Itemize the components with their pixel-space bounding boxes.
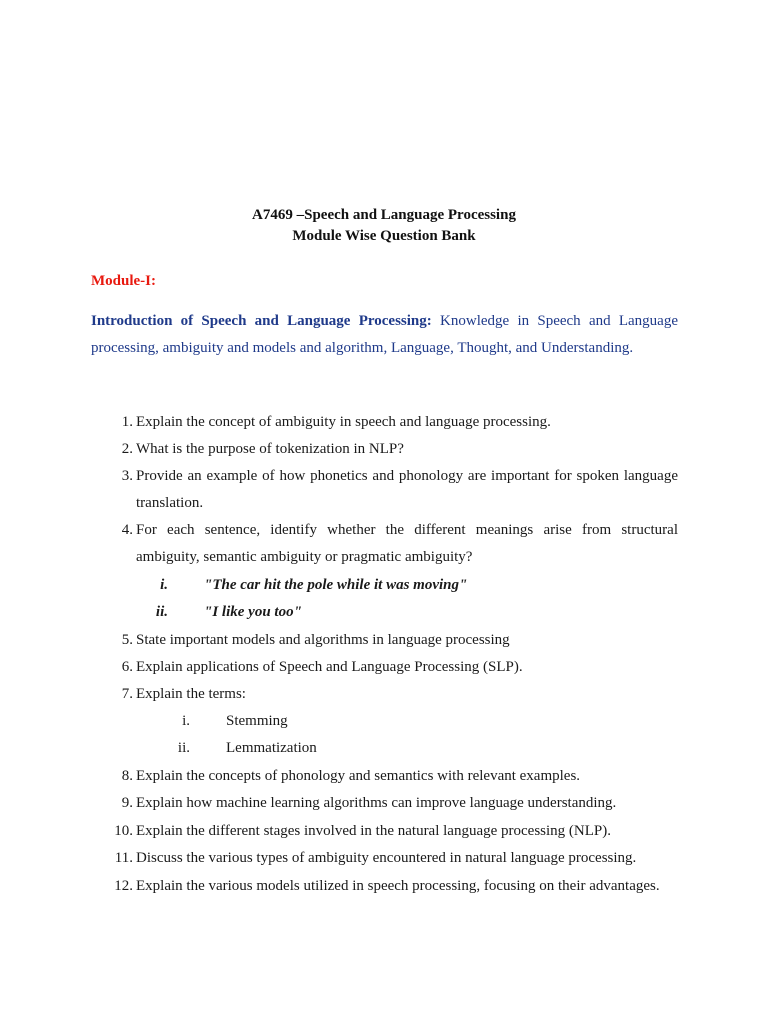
question-number: 11. [114,850,133,866]
sub-item-text: "I like you too" [204,604,302,620]
document-title [0,205,768,247]
question-number: 5. [121,632,133,648]
question-number: 12. [114,878,133,894]
question-text: Explain the different stages involved in the natural language processing (NLP). [136,823,612,839]
question-number: 7. [121,686,133,702]
bank-title: Module Wise Question Bank [292,228,476,244]
sub-item-text: Stemming [226,713,288,729]
question-number: 4. [121,522,133,538]
question-number: 10. [114,823,133,839]
question-text: For each sentence, identify whether the different meanings arise from structural ambiguity, semantic ambiguity or pragmatic ambiguity? [136,522,678,565]
sub-item-number: i. [182,713,190,729]
question-text: Explain the concepts of phonology and semantics with relevant examples. [136,768,581,784]
question-number: 9. [121,795,133,811]
question-text: Explain the terms: [136,686,246,702]
question-text: What is the purpose of tokenization in NLP? [136,441,404,457]
question-text: Explain the various models utilized in speech processing, focusing on their advantages. [136,878,660,894]
question-number: 2. [121,441,133,457]
course-title: A7469 –Speech and Language Processing [252,207,516,223]
question-text: Discuss the various types of ambiguity encountered in natural language processing. [136,850,637,866]
sub-item-text: "The car hit the pole while it was moving" [204,577,468,593]
sub-item-text: Lemmatization [226,740,317,756]
question-number: 6. [121,659,133,675]
question-number: 1. [121,414,133,430]
question-number: 8. [121,768,133,784]
question-text: Provide an example of how phonetics and phonology are important for spoken language translation. [136,468,678,511]
sub-item-number: ii. [155,604,168,620]
module-intro-title: Introduction of Speech and Language Processing: [91,313,432,329]
module-heading: Module-I: [91,273,156,289]
question-number: 3. [121,468,133,484]
module-intro [91,308,678,362]
module-intro-text: Knowledge in Speech and Language processing, ambiguity and models and algorithm, Language, Thought, and Understanding. [91,313,678,356]
sub-item-number: i. [160,577,168,593]
question-text: Explain applications of Speech and Language Processing (SLP). [136,659,523,675]
question-text: Explain the concept of ambiguity in speech and language processing. [136,414,551,430]
sub-item-number: ii. [177,740,190,756]
question-text: State important models and algorithms in language processing [136,632,510,648]
question-text: Explain how machine learning algorithms can improve language understanding. [136,795,617,811]
